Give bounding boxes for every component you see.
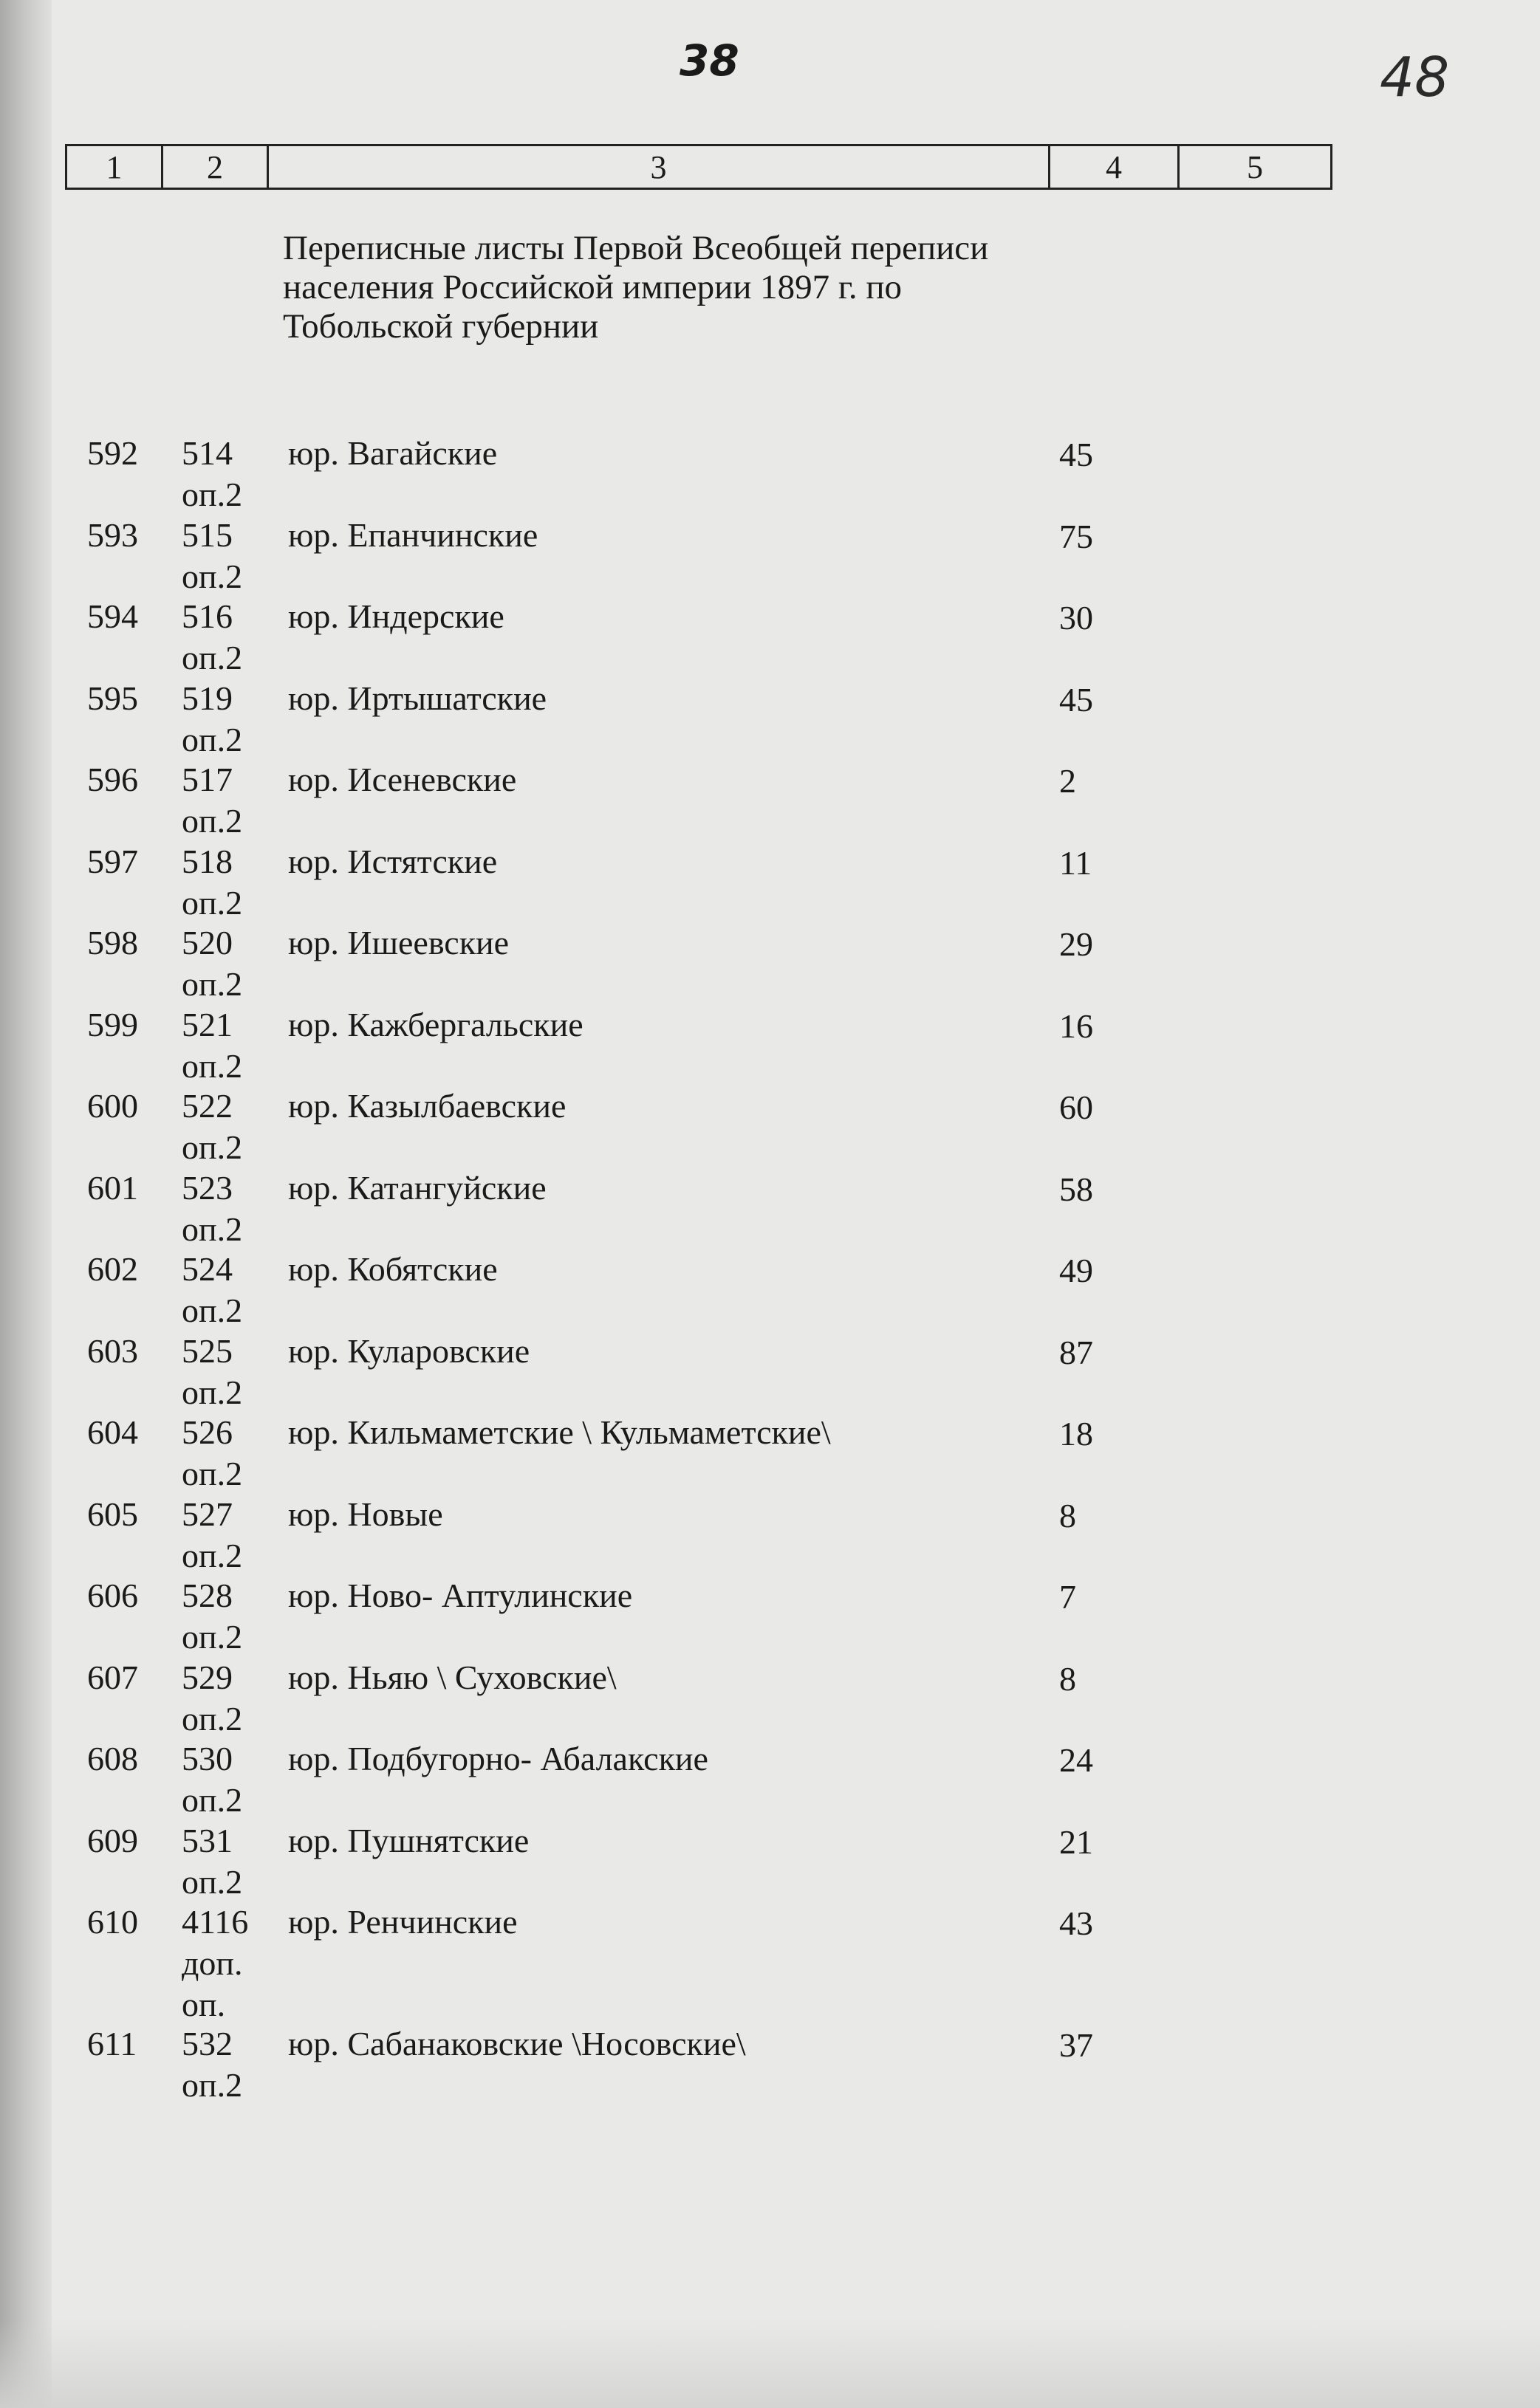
entry-inventory: доп. (182, 1944, 243, 1982)
entry-fond-number: 519 (182, 679, 233, 717)
entry-number: 592 (87, 434, 138, 472)
entry-count: 60 (1059, 1088, 1093, 1126)
entry-count: 58 (1059, 1170, 1093, 1208)
entry-number: 603 (87, 1331, 138, 1370)
entry-number: 604 (87, 1413, 138, 1451)
entry-fond-number: 530 (182, 1740, 233, 1777)
entry-number: 596 (87, 761, 138, 798)
entry-name: юр. Индерские (288, 597, 504, 635)
entry-inventory: оп.2 (182, 1373, 243, 1411)
entry-name: юр. Кулаpовские (288, 1331, 530, 1370)
entry-name: юр. Кажбергальские (288, 1005, 584, 1043)
column-header-4: 4 (1050, 145, 1179, 189)
entry-fond-number: 515 (182, 515, 233, 554)
entry-count: 18 (1059, 1415, 1093, 1452)
entry-count: 30 (1059, 599, 1093, 637)
entry-fond-number: 514 (182, 434, 233, 472)
entry-name: юр. Вагайские (288, 434, 498, 472)
list-item (0, 1738, 1256, 1820)
entry-count: 29 (1059, 925, 1093, 963)
list-item (0, 1249, 1256, 1331)
entry-count: 16 (1059, 1006, 1093, 1045)
entry-fond-number: 532 (182, 2025, 233, 2062)
entry-count: 37 (1059, 2026, 1093, 2064)
entry-inventory: оп.2 (182, 2066, 243, 2104)
entry-fond-number: 518 (182, 842, 233, 880)
entry-fond-number: 520 (182, 924, 233, 961)
entry-count: 43 (1059, 1904, 1093, 1942)
entry-count: 49 (1059, 1252, 1093, 1289)
entry-count: 11 (1059, 843, 1092, 882)
column-header-2: 2 (162, 145, 268, 189)
entry-number: 601 (87, 1168, 138, 1207)
entry-count: 2 (1059, 762, 1076, 800)
entry-inventory-extra: оп. (182, 1986, 226, 2023)
entry-number: 598 (87, 924, 138, 961)
entries-list (0, 433, 1256, 2105)
column-header-row (66, 145, 1332, 189)
entry-count: 7 (1059, 1578, 1076, 1616)
entry-inventory: оп.2 (182, 1046, 243, 1085)
list-item (0, 922, 1256, 1004)
entry-number: 595 (87, 679, 138, 717)
entry-fond-number: 517 (182, 761, 233, 798)
entry-name: юр. Сабанаковские \Носовские\ (288, 2025, 746, 2062)
entry-number: 610 (87, 1903, 138, 1941)
entry-name: юр. Катангуйские (288, 1168, 547, 1207)
entry-inventory: оп.2 (182, 1455, 243, 1492)
section-title: Переписные листы Первой Всеобщей переписи населения Российской империи 1897 г. по Тобольской губернии (283, 229, 989, 346)
entry-inventory: оп.2 (182, 639, 243, 676)
column-header-3: 3 (268, 145, 1050, 189)
entry-fond-number: 528 (182, 1577, 233, 1614)
entry-name: юр. Пушнятские (288, 1821, 530, 1859)
entry-number: 597 (87, 842, 138, 880)
entry-inventory: оп.2 (182, 476, 243, 513)
entry-inventory: оп.2 (182, 1210, 243, 1248)
entry-inventory: оп.2 (182, 1781, 243, 1819)
list-item (0, 1494, 1256, 1576)
list-item (0, 678, 1256, 760)
entry-count: 24 (1059, 1741, 1093, 1779)
entry-count: 21 (1059, 1822, 1093, 1861)
entry-name: юр. Иртышатские (288, 679, 547, 717)
list-item (0, 841, 1256, 923)
entry-inventory: оп.2 (182, 965, 243, 1003)
entry-number: 600 (87, 1087, 138, 1125)
entry-number: 605 (87, 1495, 138, 1533)
entry-fond-number: 4116 (182, 1903, 249, 1941)
entry-number: 602 (87, 1250, 138, 1288)
entry-inventory: оп.2 (182, 1862, 243, 1901)
entry-number: 609 (87, 1821, 138, 1859)
page-bottom-shadow (0, 2319, 1540, 2408)
list-item (0, 515, 1256, 597)
list-item (0, 1085, 1256, 1167)
entry-fond-number: 529 (182, 1658, 233, 1696)
entry-inventory: оп.2 (182, 557, 243, 595)
list-item (0, 1820, 1256, 1902)
page-number: 38 (680, 35, 739, 86)
list-item (0, 596, 1256, 678)
entry-inventory: оп.2 (182, 1536, 243, 1574)
list-item (0, 433, 1256, 515)
list-item (0, 1004, 1256, 1086)
list-item (0, 2023, 1256, 2105)
entry-inventory: оп.2 (182, 1618, 243, 1656)
entry-name: юр. Исеневские (288, 761, 517, 798)
entry-name: юр. Ньяю \ Суховские\ (288, 1658, 617, 1696)
entry-number: 599 (87, 1005, 138, 1043)
entry-inventory: оп.2 (182, 1292, 243, 1329)
entry-fond-number: 521 (182, 1005, 233, 1043)
entry-count: 8 (1059, 1659, 1076, 1698)
list-item (0, 1167, 1256, 1249)
entry-number: 606 (87, 1577, 138, 1614)
entry-fond-number: 522 (182, 1087, 233, 1125)
entry-fond-number: 526 (182, 1413, 233, 1451)
column-header-5: 5 (1179, 145, 1332, 189)
archive-sheet-number: 48 (1380, 46, 1450, 109)
list-item (0, 1575, 1256, 1657)
entry-number: 594 (87, 597, 138, 635)
list-item (0, 1657, 1256, 1739)
entry-name: юр. Новые (288, 1495, 443, 1533)
entry-inventory: оп.2 (182, 1128, 243, 1166)
entry-name: юр. Подбугорно- Абалакские (288, 1740, 708, 1777)
entry-name: юр. Ишеевские (288, 924, 510, 961)
entry-number: 607 (87, 1658, 138, 1696)
entry-number: 593 (87, 515, 138, 554)
entry-name: юр. Ново- Аптулинские (288, 1577, 633, 1614)
entry-count: 45 (1059, 680, 1093, 718)
entry-count: 45 (1059, 436, 1093, 473)
entry-count: 87 (1059, 1333, 1093, 1371)
list-item (0, 1412, 1256, 1494)
entry-name: юр. Ренчинские (288, 1903, 518, 1941)
entry-name: юр. Казылбаевские (288, 1087, 567, 1125)
entry-number: 611 (87, 2025, 137, 2062)
entry-name: юр. Кобятские (288, 1250, 498, 1288)
entry-name: юр. Епанчинские (288, 515, 538, 554)
list-item (0, 1901, 1256, 2023)
entry-fond-number: 516 (182, 597, 233, 635)
list-item (0, 759, 1256, 841)
entry-fond-number: 527 (182, 1495, 233, 1533)
entry-fond-number: 524 (182, 1250, 233, 1288)
entry-count: 8 (1059, 1496, 1076, 1534)
entry-count: 75 (1059, 517, 1093, 555)
entry-inventory: оп.2 (182, 1699, 243, 1738)
column-header-table (65, 144, 1332, 190)
entry-fond-number: 525 (182, 1331, 233, 1370)
entry-name: юр. Кильмаметские \ Кульмаметские\ (288, 1413, 831, 1451)
column-header-1: 1 (66, 145, 162, 189)
entry-name: юр. Истятские (288, 842, 498, 880)
entry-inventory: оп.2 (182, 720, 243, 758)
entry-number: 608 (87, 1740, 138, 1777)
list-item (0, 1331, 1256, 1413)
entry-inventory: оп.2 (182, 883, 243, 922)
entry-inventory: оп.2 (182, 802, 243, 840)
entry-fond-number: 531 (182, 1821, 233, 1859)
entry-fond-number: 523 (182, 1168, 233, 1207)
